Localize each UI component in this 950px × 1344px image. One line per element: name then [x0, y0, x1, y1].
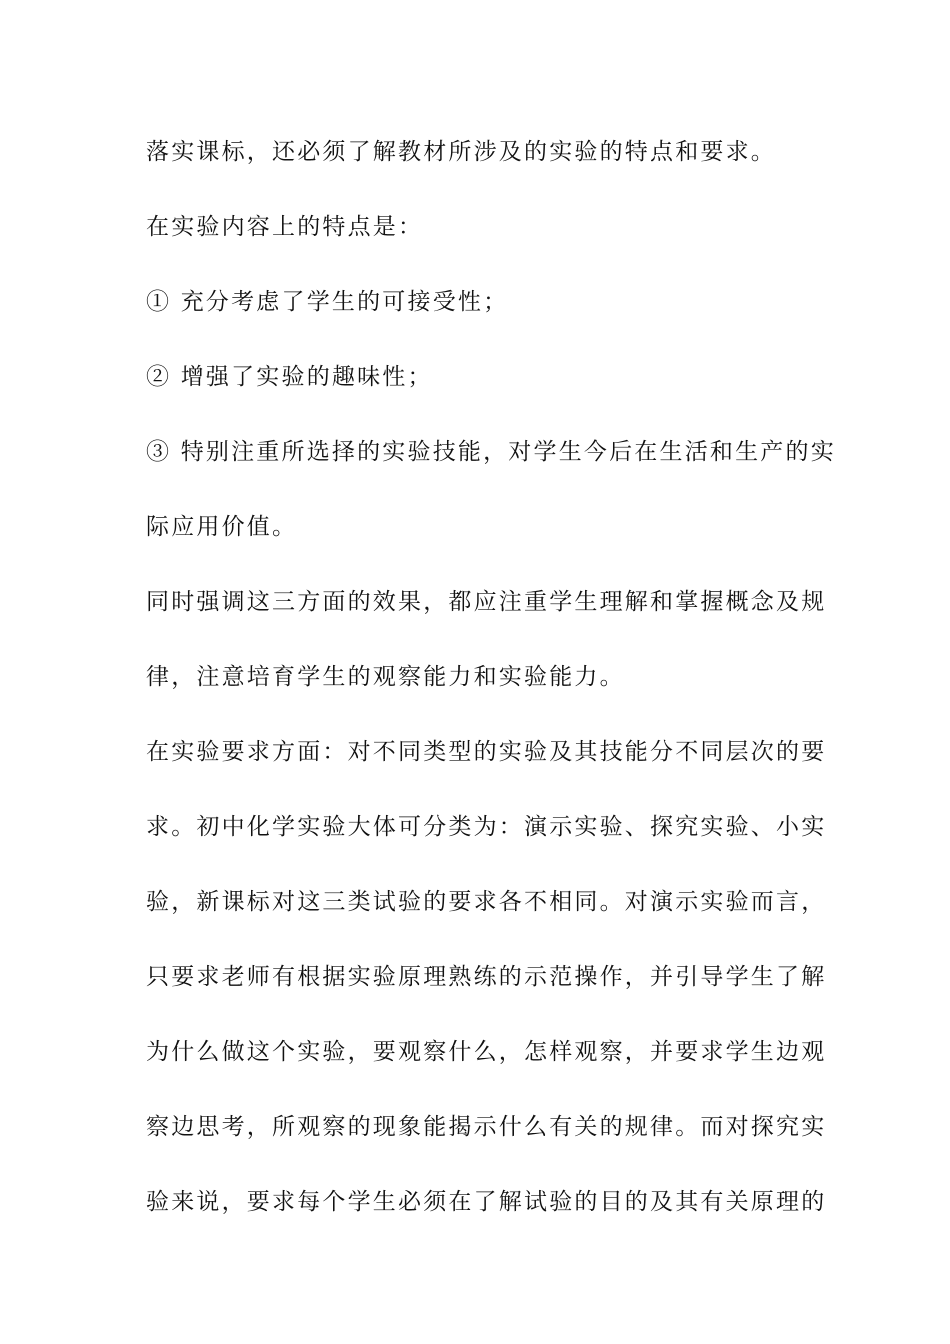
document-page — [146, 130, 836, 1255]
text-line: 为什么做这个实验，要观察什么，怎样观察，并要求学生边观 — [146, 1039, 827, 1065]
text-line: 际应用价值。 — [146, 514, 298, 540]
text-line: 察边思考，所观察的现象能揭示什么有关的规律。而对探究实 — [146, 1114, 827, 1140]
list-item: ③ 特别注重所选择的实验技能，对学生今后在生活和生产的实 — [146, 439, 836, 465]
text-line: 同时强调这三方面的效果，都应注重学生理解和掌握概念及规 — [146, 589, 827, 615]
text-line: 验来说，要求每个学生必须在了解试验的目的及其有关原理的 — [146, 1189, 827, 1215]
list-item: ① 充分考虑了学生的可接受性； — [146, 289, 509, 315]
text-line: 在实验内容上的特点是： — [146, 214, 424, 240]
text-line: 律，注意培育学生的观察能力和实验能力。 — [146, 664, 625, 690]
text-line: 在实验要求方面：对不同类型的实验及其技能分不同层次的要 — [146, 739, 827, 765]
text-line: 落实课标，还必须了解教材所涉及的实验的特点和要求。 — [146, 139, 776, 165]
text-line: 求。初中化学实验大体可分类为：演示实验、探究实验、小实 — [146, 814, 827, 840]
list-item: ② 增强了实验的趣味性； — [146, 364, 433, 390]
text-line: 只要求老师有根据实验原理熟练的示范操作，并引导学生了解 — [146, 964, 827, 990]
text-line: 验，新课标对这三类试验的要求各不相同。对演示实验而言， — [146, 889, 827, 915]
